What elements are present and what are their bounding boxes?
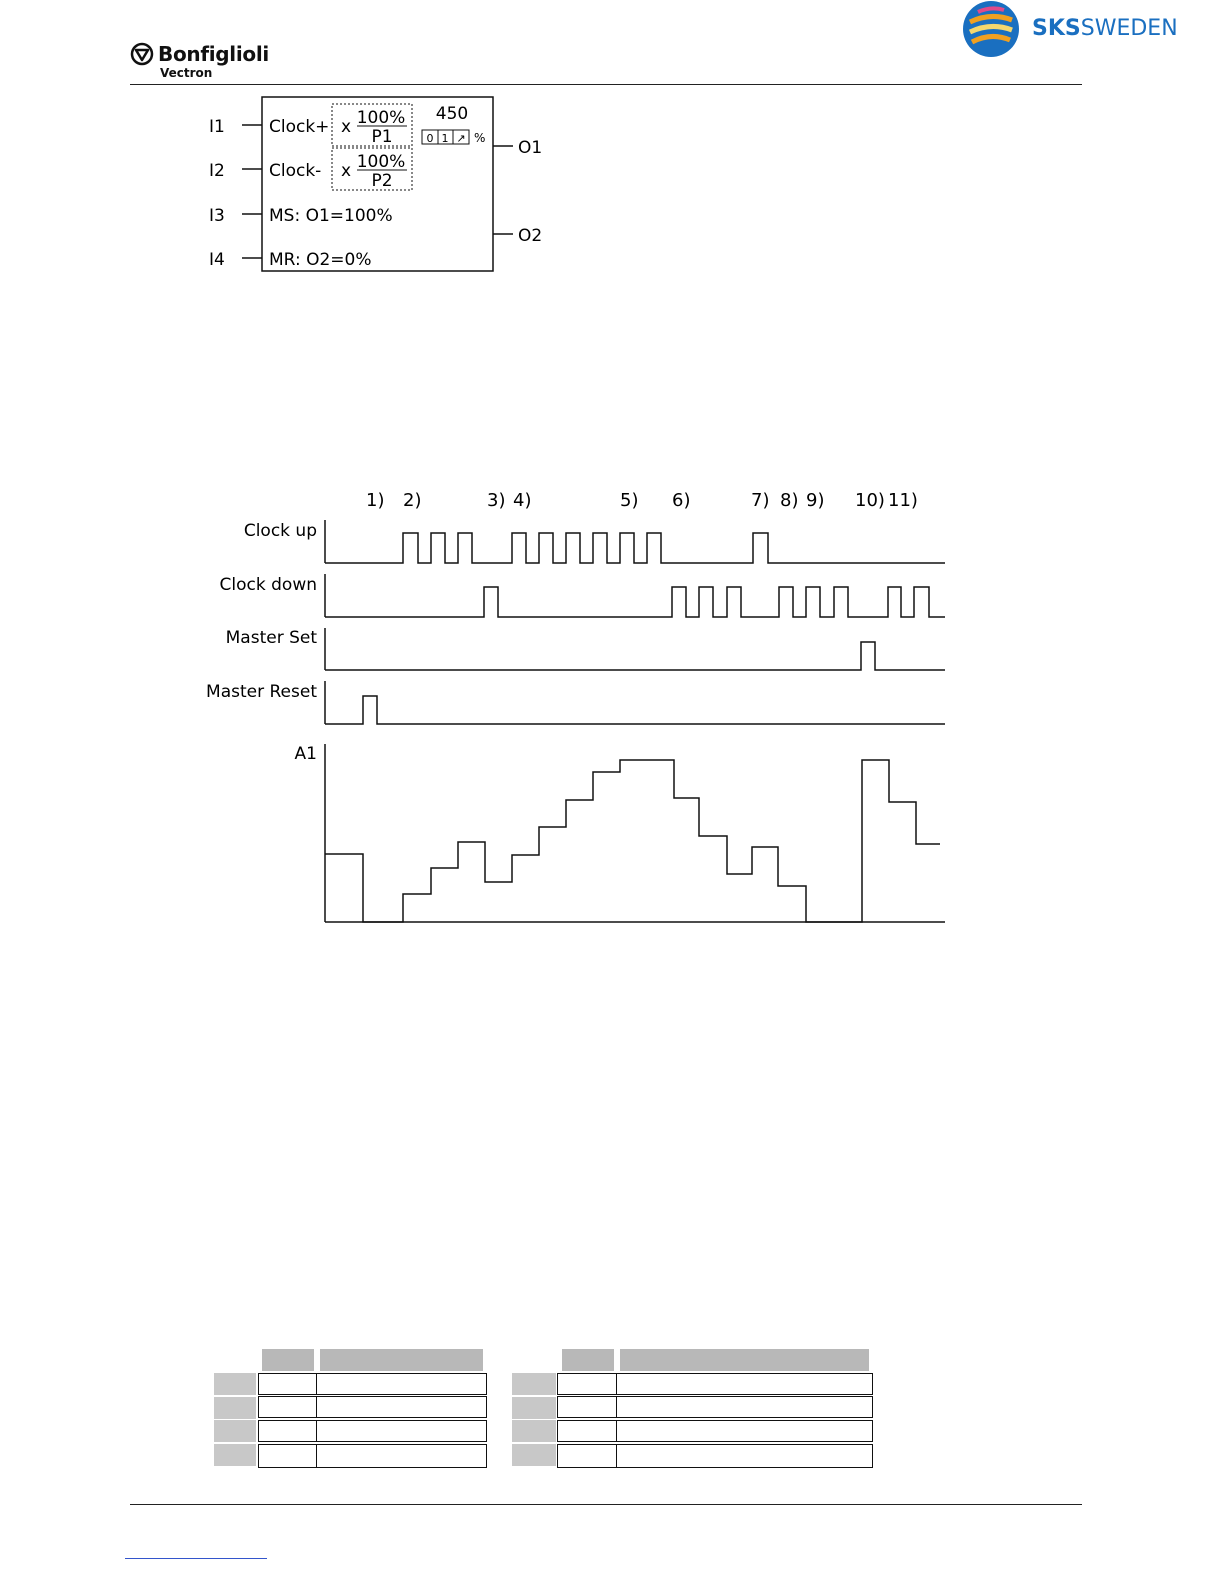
marker-11: 11) [888,490,918,511]
table-2-header-2 [620,1349,869,1371]
marker-7: 7) [751,490,770,511]
display-unit: % [474,131,486,145]
table-1-cell [258,1373,317,1395]
signal-master-reset-trace [325,696,945,724]
signal-clock-down-trace [325,587,945,617]
bonfiglioli-logo-text: Bonfiglioli [158,42,269,66]
table-1-cell [316,1373,487,1395]
display-glyph-2: ↗ [456,132,466,145]
sweden-logo-light: SWEDEN [1080,16,1178,41]
table-2-side-2 [512,1397,556,1419]
header-rule [130,84,1082,85]
table-2-cell [616,1396,873,1418]
table-2-cell [557,1420,617,1442]
marker-10: 10) [855,490,885,511]
table-1-cell [316,1444,487,1468]
sks-sweden-logo [962,0,1178,60]
input-i3: I3 [209,206,225,226]
marker-2: 2) [403,490,422,511]
counter-block-diagram [200,92,560,282]
table-2-side-4 [512,1444,556,1466]
marker-3: 3) [487,490,506,511]
timing-diagram [200,480,960,930]
signal-clock-up-trace [325,533,945,563]
signal-clock-down-label: Clock down [219,575,317,595]
table-2-cell [616,1373,873,1395]
block-number: 450 [435,104,469,124]
table-2-side-3 [512,1420,556,1442]
input-i4: I4 [209,250,225,270]
analog-a1-label: A1 [294,744,317,764]
table-1-cell [258,1396,317,1418]
bonfiglioli-emblem-icon [130,42,154,66]
display-glyph-0: 0 [426,132,434,145]
table-1-side-1 [214,1373,256,1395]
display-glyph-1: 1 [441,132,449,145]
table-1-header-2 [320,1349,483,1371]
sks-logo-bold: SKS [1032,16,1081,41]
table-1-cell [316,1420,487,1442]
table-2-cell [557,1373,617,1395]
footer-link-underline[interactable] [125,1558,267,1559]
row-clock-minus: Clock- [269,161,322,181]
factor-p2-den: P2 [371,171,393,191]
row-master-set: MS: O1=100% [269,206,393,226]
vectron-logo-text: Vectron [160,66,213,80]
marker-6: 6) [672,490,691,511]
marker-9: 9) [806,490,825,511]
factor-p2-num: 100% [356,152,406,172]
factor-p1-den: P1 [371,127,393,147]
row-master-reset: MR: O2=0% [269,250,372,270]
marker-8: 8) [780,490,799,511]
table-2-cell [557,1396,617,1418]
output-o2: O2 [518,226,543,246]
row-clock-plus: Clock+ [269,117,330,137]
table-1-cell [316,1396,487,1418]
signal-master-reset-label: Master Reset [206,682,317,702]
signal-clock-up-label: Clock up [243,521,317,541]
table-1-cell [258,1444,317,1468]
display-icon [422,130,469,145]
table-2-cell [616,1420,873,1442]
table-2-side-1 [512,1373,556,1395]
factor-p1-mult: x [341,117,352,137]
marker-5: 5) [620,490,639,511]
factor-p1-num: 100% [356,108,406,128]
table-1-cell [258,1420,317,1442]
table-1-side-2 [214,1397,256,1419]
factor-p2-mult: x [341,161,352,181]
marker-4: 4) [513,490,532,511]
input-i2: I2 [209,161,225,181]
footer-rule [130,1504,1082,1505]
input-i1: I1 [209,117,225,137]
signal-master-set-trace [325,642,945,670]
table-1-header-1 [262,1349,314,1371]
table-1-side-4 [214,1444,256,1466]
table-2-cell [616,1444,873,1468]
table-2-header-1 [562,1349,614,1371]
output-o1: O1 [518,138,543,158]
sks-emblem-icon [962,0,1022,60]
table-1-side-3 [214,1420,256,1442]
signal-master-set-label: Master Set [225,628,317,648]
table-2-cell [557,1444,617,1468]
sks-sweden-logo-text [1032,16,1178,41]
analog-a1-trace [325,760,940,922]
marker-1: 1) [366,490,385,511]
